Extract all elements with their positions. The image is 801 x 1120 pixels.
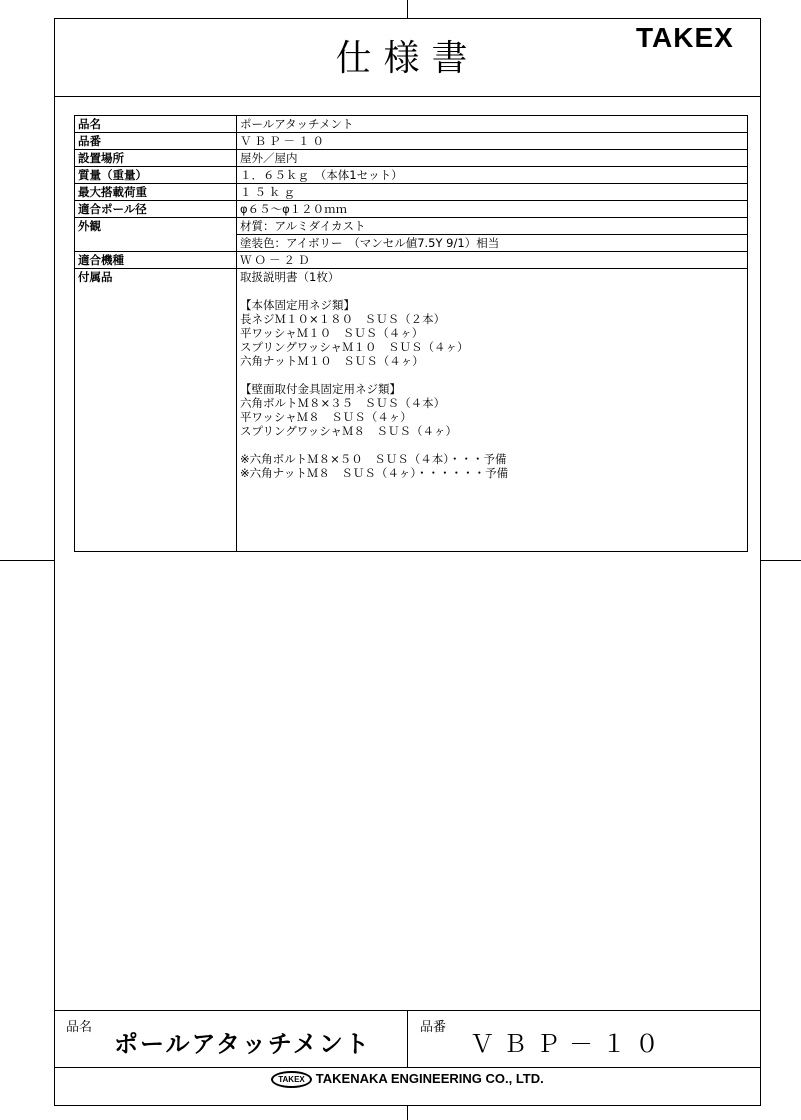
accessory-line: ※六角ナットＭ８ ＳＵＳ（４ヶ）・・・・・・予備 [240,466,509,480]
company-footer [54,1071,761,1088]
accessory-line: 【本体固定用ネジ類】 [240,298,355,312]
accessory-line [240,368,744,382]
spec-row-name [75,116,748,133]
company-name: TAKENAKA ENGINEERING CO., LTD. [315,1071,544,1086]
spec-value: １．６５ｋｇ （本体1セット） [237,167,748,184]
spec-value: ＶＢＰ－１０ [237,133,748,150]
accessory-line: 取扱説明書（1枚） [240,270,340,284]
spec-label: 外観 [75,218,237,252]
accessory-line: スプリングワッシャＭ８ ＳＵＳ（４ヶ） [240,424,458,438]
footer-name-label: 品名 [66,1020,93,1035]
appearance-color: 塗装色：アイボリー （マンセル値7.5Y 9/1）相当 [240,236,500,250]
accessory-line: 平ワッシャＭ１０ ＳＵＳ（４ヶ） [240,326,424,340]
right-margin-tick [761,560,801,561]
accessory-line: 【壁面取付金具固定用ネジ類】 [240,382,401,396]
header-divider [54,96,761,97]
takex-logo-mark: TAKEX [271,1071,312,1088]
spec-row-accessories [75,269,748,552]
footer-code-label: 品番 [420,1020,447,1035]
spec-value [237,218,748,252]
spec-row-code [75,133,748,150]
top-center-tick [407,0,408,18]
footer-name-value: ポールアタッチメント [114,1030,371,1058]
spec-label: 適合ポール径 [75,201,237,218]
spec-label: 最大搭載荷重 [75,184,237,201]
spec-value: φ６５～φ１２０ｍｍ [237,201,748,218]
accessory-line: 平ワッシャＭ８ ＳＵＳ（４ヶ） [240,410,412,424]
footer-company-divider [54,1067,761,1068]
footer-mid-divider [407,1010,408,1067]
accessory-line: ※六角ボルトＭ８×５０ ＳＵＳ（４本）・・・予備 [240,452,507,466]
spec-label: 適合機種 [75,252,237,269]
spec-label: 品名 [75,116,237,133]
spec-value: 屋外／屋内 [237,150,748,167]
accessories-list [237,269,748,552]
spec-row-location [75,150,748,167]
spec-row-appearance [75,218,748,252]
bottom-center-tick [407,1106,408,1120]
accessory-line: スプリングワッシャＭ１０ ＳＵＳ（４ヶ） [240,340,469,354]
spec-row-pole-diameter [75,201,748,218]
spec-row-weight [75,167,748,184]
spec-table [74,115,748,552]
brand-logo: TAKEX [636,22,734,53]
footer-code-value: ＶＢＰ－１０ [470,1030,668,1058]
spec-row-max-load [75,184,748,201]
accessory-line: 六角ボルトＭ８×３５ ＳＵＳ（４本） [240,396,446,410]
spec-row-compatible [75,252,748,269]
spec-label: 品番 [75,133,237,150]
spec-label: 設置場所 [75,150,237,167]
accessory-line: 長ネジＭ１０×１８０ ＳＵＳ（２本） [240,312,446,326]
appearance-material: 材質：アルミダイカスト [237,218,747,235]
spec-value: １５ｋｇ [237,184,748,201]
accessory-line [240,284,744,298]
spec-label: 質量（重量） [75,167,237,184]
left-margin-tick [0,560,54,561]
spec-value: ポールアタッチメント [237,116,748,133]
page-title: 仕様書 [335,38,480,79]
accessory-line: 六角ナットＭ１０ ＳＵＳ（４ヶ） [240,354,424,368]
accessory-line [240,438,744,452]
spec-value: ＷＯ－２Ｄ [237,252,748,269]
spec-label: 付属品 [75,269,237,552]
